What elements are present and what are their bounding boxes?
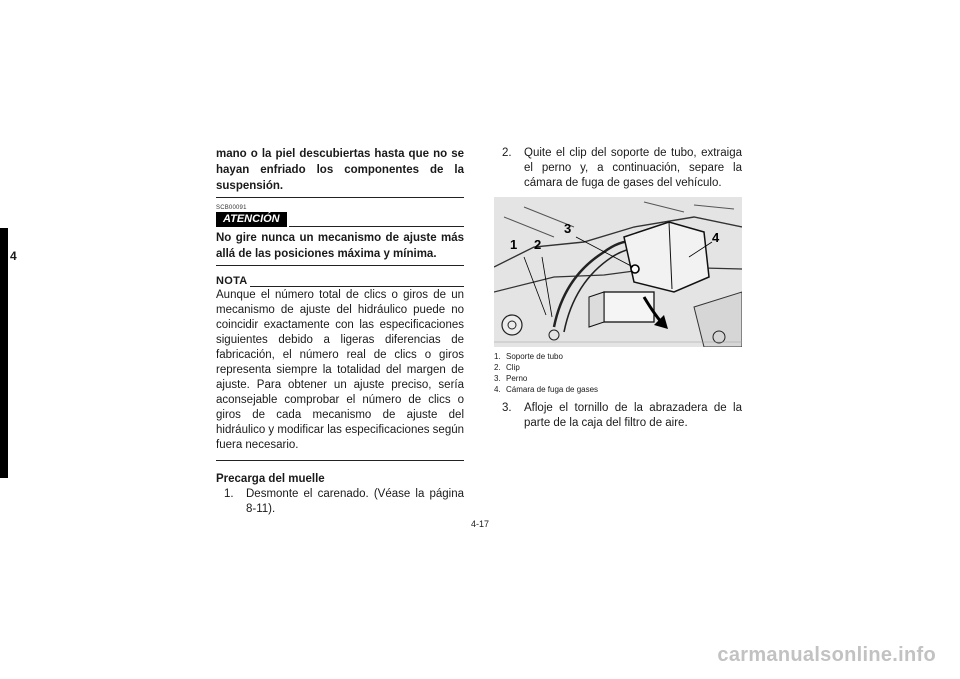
legend-item — [494, 384, 742, 395]
note-header — [216, 275, 464, 287]
legend-item-text: Clip — [506, 363, 520, 372]
step-2-text: Quite el clip del soporte de tubo, extraiga el perno y, a continuación, separe la cámara de fuga de gases del vehículo. — [524, 147, 742, 189]
note-label: NOTA — [216, 275, 248, 287]
figure-legend — [494, 351, 742, 395]
legend-item — [494, 362, 742, 373]
section-title: Precarga del muelle — [216, 473, 325, 485]
watermark: carmanualsonline.info — [717, 644, 936, 666]
figure-callout-3: 3 — [564, 221, 572, 236]
step-2 — [494, 146, 742, 191]
legend-item-text: Cámara de fuga de gases — [506, 385, 599, 394]
caution-header-rule — [289, 226, 464, 227]
legend-item-text: Soporte de tubo — [506, 352, 563, 361]
step-3-text: Afloje el tornillo de la abrazadera de la parte de la caja del filtro de aire. — [524, 402, 742, 429]
legend-item — [494, 351, 742, 362]
caution-header — [216, 212, 464, 227]
chapter-number: 4 — [10, 249, 17, 263]
legend-item-number: 2. — [494, 363, 501, 372]
warning-continuation: mano o la piel descubiertas hasta que no se hayan enfriado los componentes de la suspensión. — [216, 148, 464, 192]
legend-item-number: 4. — [494, 385, 501, 394]
step-1-text: Desmonte el carenado. (Véase la página 8-11). — [246, 488, 464, 515]
figure-illustration — [494, 197, 742, 347]
note-end-rule — [216, 460, 464, 461]
step-1-number: 1. — [224, 488, 234, 500]
step-3-number: 3. — [502, 402, 512, 414]
left-column — [216, 146, 464, 517]
chapter-tab-bar — [0, 228, 8, 478]
right-column — [494, 146, 742, 431]
figure-callout-1: 1 — [510, 237, 518, 252]
step-2-number: 2. — [502, 147, 512, 159]
figure-callout-2: 2 — [534, 237, 542, 252]
step-1 — [216, 487, 464, 517]
legend-item-text: Perno — [506, 374, 528, 383]
warning-end-rule — [216, 197, 464, 198]
legend-item-number: 1. — [494, 352, 501, 361]
note-header-rule — [250, 286, 464, 287]
legend-item-number: 3. — [494, 374, 501, 383]
figure-callout-4: 4 — [712, 230, 720, 245]
caution-end-rule — [216, 265, 464, 266]
caution-label: ATENCIÓN — [216, 212, 287, 227]
legend-item — [494, 373, 742, 384]
note-text: Aunque el número total de clics o giros de un mecanismo de ajuste del hidráulico puede no coincidir exactamente con las especificaciones siguientes debido a ligeras diferencias de fabricación, el número real de clics o giros representa siempre la totalidad del margen de ajuste. Para obtener un ajuste preciso, sería aconsejable comprobar el número de clics o giros de cada mecanismo de ajuste del hidráulico y modificar las especificaciones según fuera necesario. — [216, 289, 465, 451]
figure-breather-chamber — [494, 197, 742, 347]
step-3 — [494, 401, 742, 431]
page-number: 4-17 — [470, 519, 489, 529]
caution-code: SCB00091 — [216, 205, 247, 211]
caution-text: No gire nunca un mecanismo de ajuste más allá de las posiciones máxima y mínima. — [216, 232, 464, 260]
